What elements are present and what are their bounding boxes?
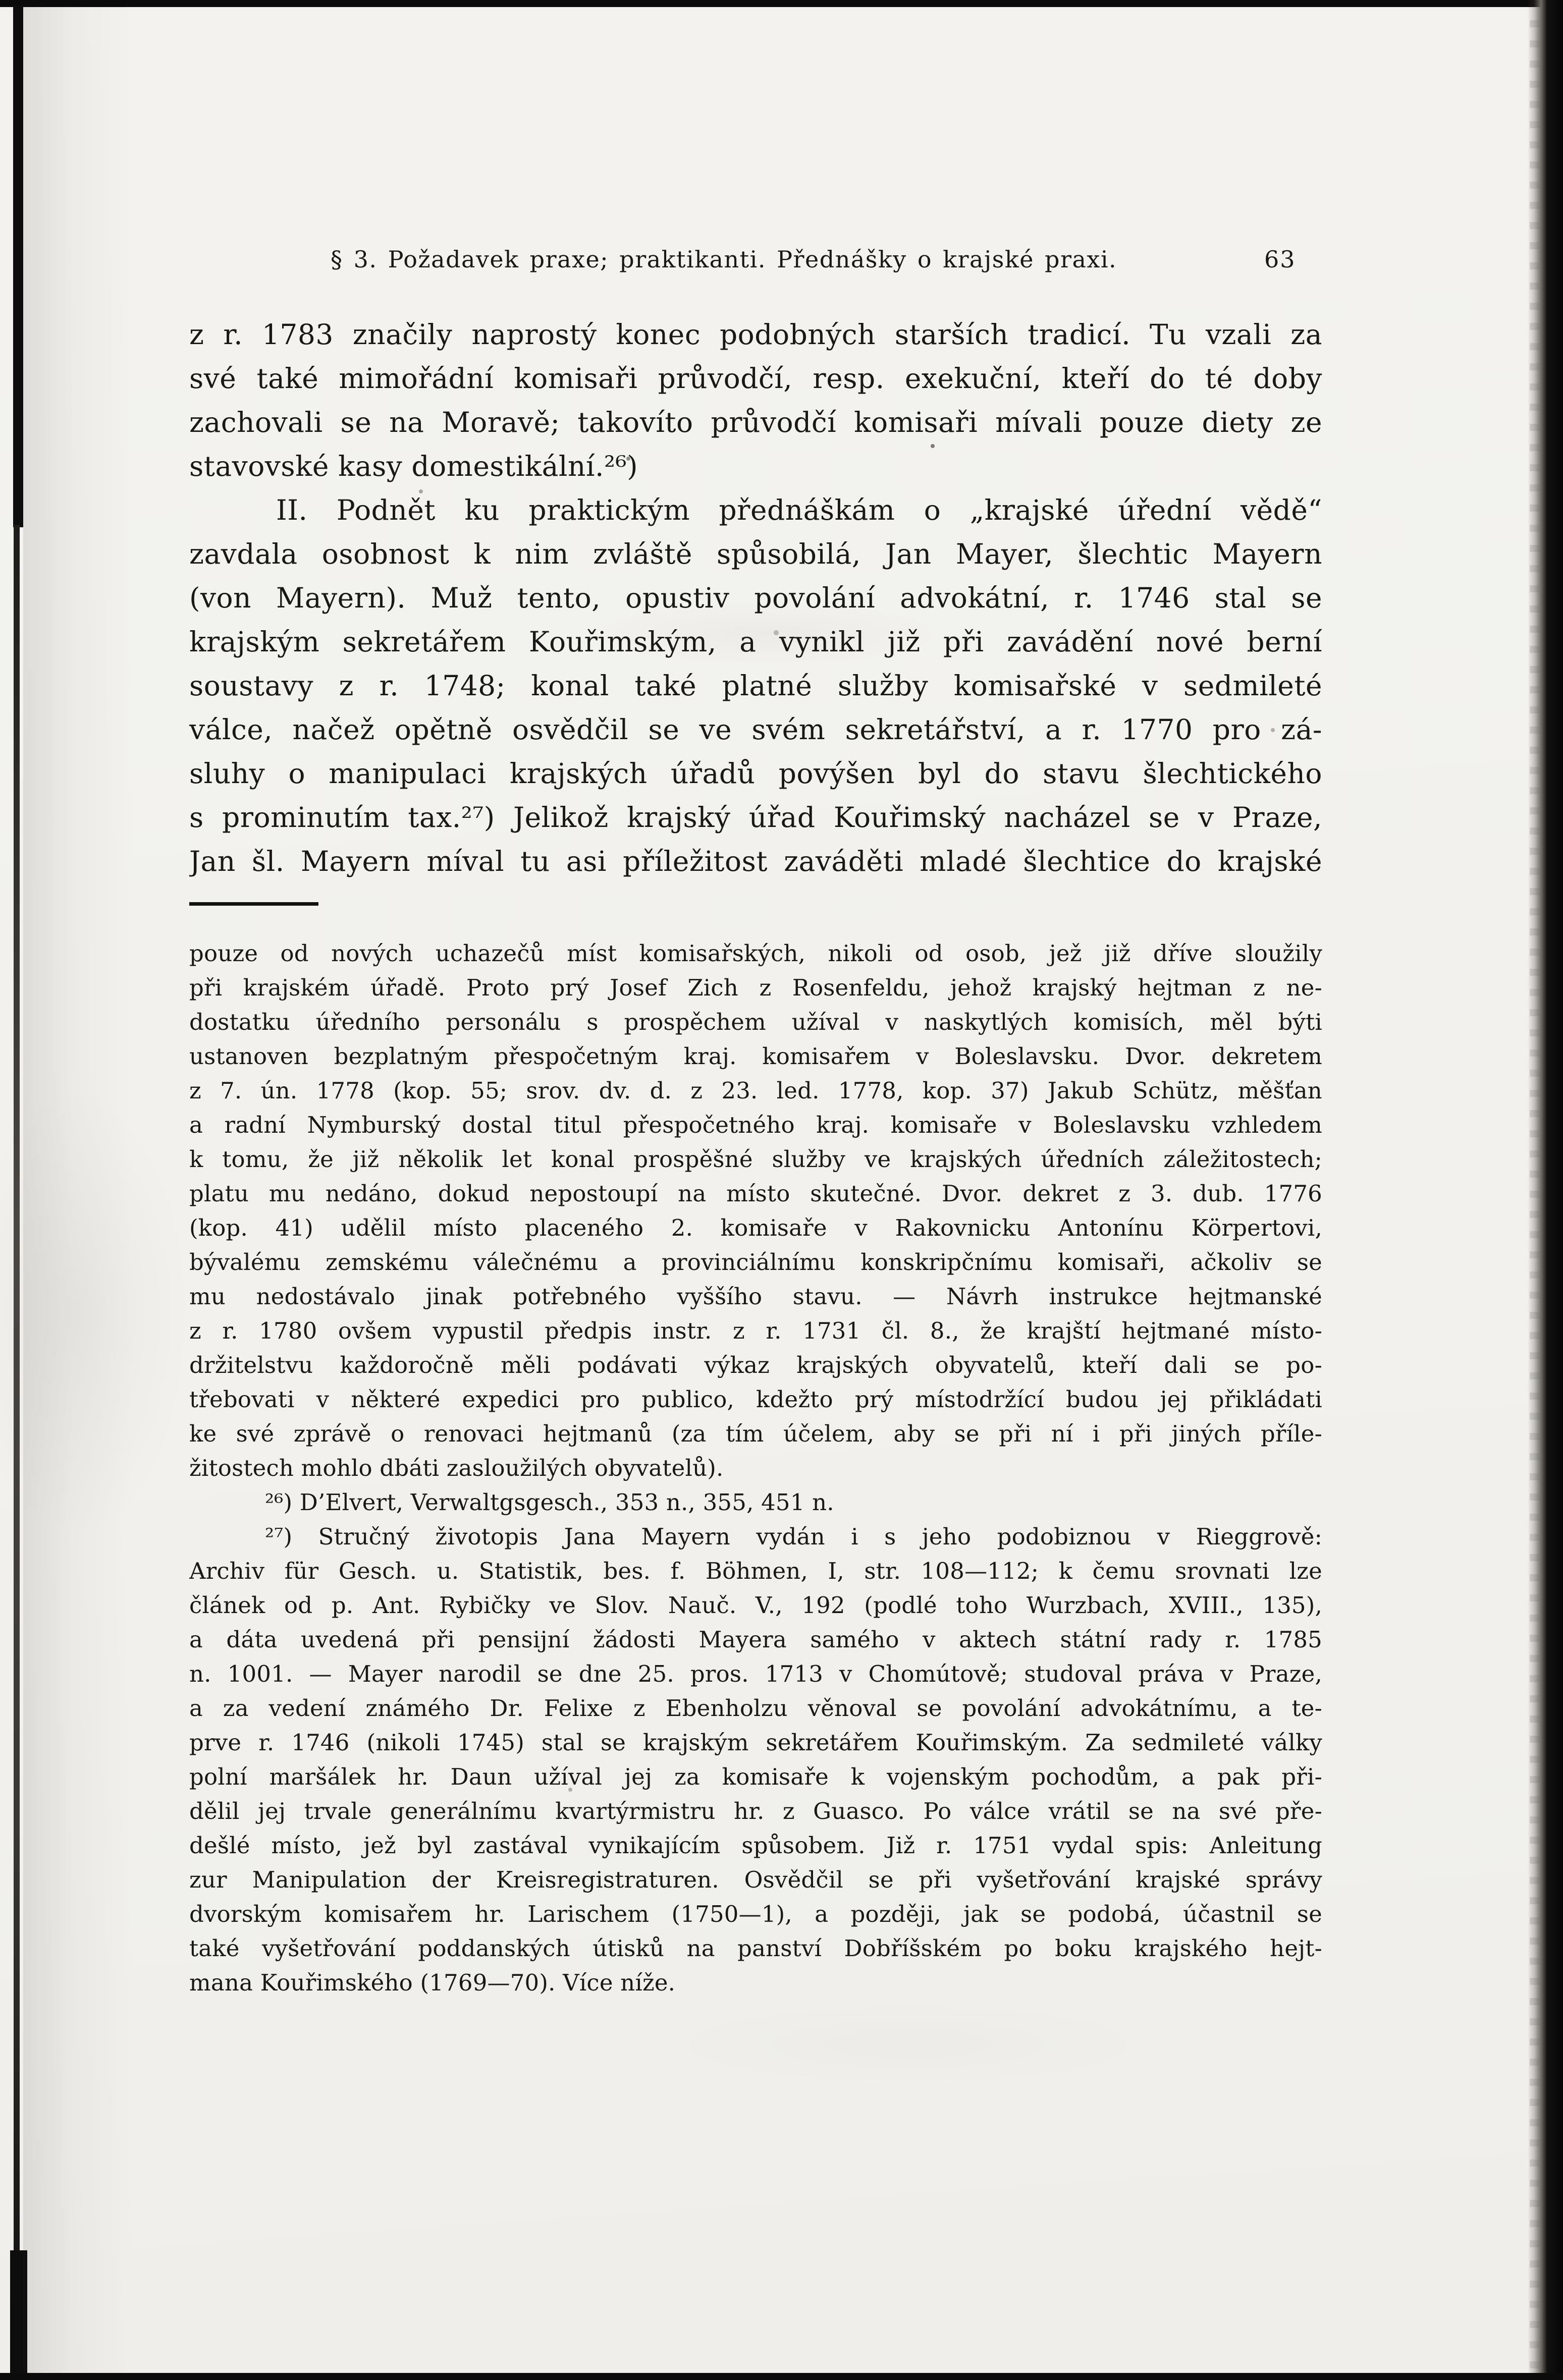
footnote-line: z 7. ún. 1778 (kop. 55; srov. dv. d. z 23. led. 1778, kop. 37) Jakub Schütz, měšťan [189, 1077, 1322, 1104]
footnote-line: žitostech mohlo dbáti zasloužilých obyvatelů). [189, 1455, 724, 1481]
footnote-27-line: ²⁷) Stručný životopis Jana Mayern vydán i s jeho podobiznou v Rieggrově: [265, 1523, 1322, 1550]
footnote-line: bývalému zemskému válečnému a provinciálnímu konskripčnímu komisaři, ačkoliv se [189, 1249, 1322, 1276]
ink-specks [0, 0, 2, 2]
footnote-27-line: dešlé místo, jež byl zastával vynikajícím spůsobem. Již r. 1751 vydal spis: Anleitung [189, 1832, 1322, 1859]
body-line: zachovali se na Moravě; takovíto průvodčí komisaři mívali pouze diety ze [189, 406, 1322, 438]
footnote-line: při krajském úřadě. Proto prý Josef Zich z Rosenfeldu, jehož krajský hejtman z ne- [189, 974, 1322, 1001]
footnote-line: (kop. 41) udělil místo placeného 2. komisaře v Rakovnicku Antonínu Körpertovi, [189, 1214, 1322, 1241]
body-line: stavovské kasy domestikální.²⁶) [189, 450, 638, 482]
footnote-line: držitelstvu každoročně měli podávati výkaz krajských obyvatelů, kteří dali se po- [189, 1352, 1322, 1378]
body-line: (von Mayern). Muž tento, opustiv povolání advokátní, r. 1746 stal se [189, 582, 1322, 614]
body-line: krajským sekretářem Kouřimským, a vynikl již při zavádění nové berní [189, 626, 1322, 658]
binding-crease-shadow [23, 7, 134, 2373]
footnote-27-line: polní maršálek hr. Daun užíval jej za komisaře k vojenským pochodům, a pak při- [189, 1763, 1322, 1790]
scan-edge-left [13, 5, 23, 527]
footnote-line: ke své zprávě o renovaci hejtmanů (za tím účelem, aby se při ní i při jiných příle- [189, 1420, 1322, 1447]
footnote-line: dostatku úředního personálu s prospěchem užíval v naskytlých komisích, měl býti [189, 1009, 1322, 1035]
running-header-title: § 3. Požadavek praxe; praktikanti. Přednášky o krajské praxi. [331, 246, 1117, 273]
scan-edge-bottom [0, 2373, 1563, 2380]
scan-edge-left [14, 525, 20, 2263]
footnote-27-line: prve r. 1746 (nikoli 1745) stal se krajským sekretářem Kouřimským. Za sedmileté války [189, 1729, 1322, 1756]
body-line: s prominutím tax.²⁷) Jelikož krajský úřad Kouřimský nacházel se v Praze, [189, 801, 1322, 834]
footnote-26: ²⁶) D’Elvert, Verwaltgsgesch., 353 n., 355, 451 n. [265, 1489, 834, 1516]
body-line: sluhy o manipulaci krajských úřadů povýšen byl do stavu šlechtického [189, 757, 1322, 790]
body-line-paragraph-start: II. Podnět ku praktickým přednáškám o „krajské úřední vědě“ [276, 494, 1322, 526]
body-line: soustavy z r. 1748; konal také platné služby komisařské v sedmileté [189, 670, 1322, 702]
body-text [189, 313, 1322, 883]
footnote-27-line: Archiv für Gesch. u. Statistik, bes. f. Böhmen, I, str. 108—112; k čemu srovnati lze [189, 1558, 1322, 1584]
footnote-27-line: mana Kouřimského (1769—70). Více níže. [189, 1969, 676, 1996]
footnote-27-line: n. 1001. — Mayer narodil se dne 25. pros. 1713 v Chomútově; studoval práva v Praze, [189, 1661, 1322, 1687]
scan-edge-top [0, 0, 1563, 7]
footnote-27-line: a za vedení známého Dr. Felixe z Ebenholzu věnoval se povolání advokátnímu, a te- [189, 1695, 1322, 1722]
footnote-line: z r. 1780 ovšem vypustil předpis instr. z r. 1731 čl. 8., že krajští hejtmané místo- [189, 1317, 1322, 1344]
footnote-27-line: zur Manipulation der Kreisregistraturen. Osvědčil se při vyšetřování krajské správy [189, 1866, 1322, 1893]
body-line: své také mimořádní komisaři průvodčí, resp. exekuční, kteří do té doby [189, 362, 1322, 395]
footnote-27-line: a dáta uvedená při pensijní žádosti Mayera samého v aktech státní rady r. 1785 [189, 1626, 1322, 1653]
footnote-line: k tomu, že již několik let konal prospěšné služby ve krajských úředních záležitostech; [189, 1146, 1322, 1173]
body-line: zavdala osobnost k nim zvláště spůsobilá, Jan Mayer, šlechtic Mayern [189, 538, 1322, 570]
footnote-line: ustanoven bezplatným přespočetným kraj. komisařem v Boleslavsku. Dvor. dekretem [189, 1043, 1322, 1070]
footnote-line: a radní Nymburský dostal titul přespočetného kraj. komisaře v Boleslavsku vzhledem [189, 1112, 1322, 1138]
footnote-27-line: článek od p. Ant. Rybičky ve Slov. Nauč. V., 192 (podlé toho Wurzbach, XVIII., 135), [189, 1592, 1322, 1619]
body-line: Jan šl. Mayern míval tu asi příležitost zaváděti mladé šlechtice do krajské [189, 845, 1322, 877]
footnotes-text [189, 936, 1322, 2000]
footnote-separator-rule [189, 902, 318, 906]
footnote-line: platu mu nedáno, dokud nepostoupí na místo skutečné. Dvor. dekret z 3. dub. 1776 [189, 1180, 1322, 1207]
footnote-27-line: také vyšetřování poddanských útisků na panství Dobříšském po boku krajského hejt- [189, 1935, 1322, 1962]
footnote-line: mu nedostávalo jinak potřebného vyššího stavu. — Návrh instrukce hejtmanské [189, 1283, 1322, 1310]
footnote-27-line: dvorským komisařem hr. Larischem (1750—1), a později, jak se podobá, účastnil se [189, 1901, 1322, 1927]
body-line: válce, načež opětně osvědčil se ve svém sekretářství, a r. 1770 pro zá- [189, 713, 1322, 746]
footnote-27-line: dělil jej trvale generálnímu kvartýrmistru hr. z Guasco. Po válce vrátil se na své pře- [189, 1798, 1322, 1824]
scan-edge-right [1528, 0, 1563, 2380]
footnote-line: třebovati v některé expedici pro publico, kdežto prý místodržící budou jej přikládati [189, 1386, 1322, 1413]
body-line: z r. 1783 značily naprostý konec podobných starších tradicí. Tu vzali za [189, 318, 1322, 351]
page-number: 63 [1264, 246, 1296, 273]
footnote-line: pouze od nových uchazečů míst komisařských, nikoli od osob, jež již dříve sloužily [189, 940, 1322, 967]
